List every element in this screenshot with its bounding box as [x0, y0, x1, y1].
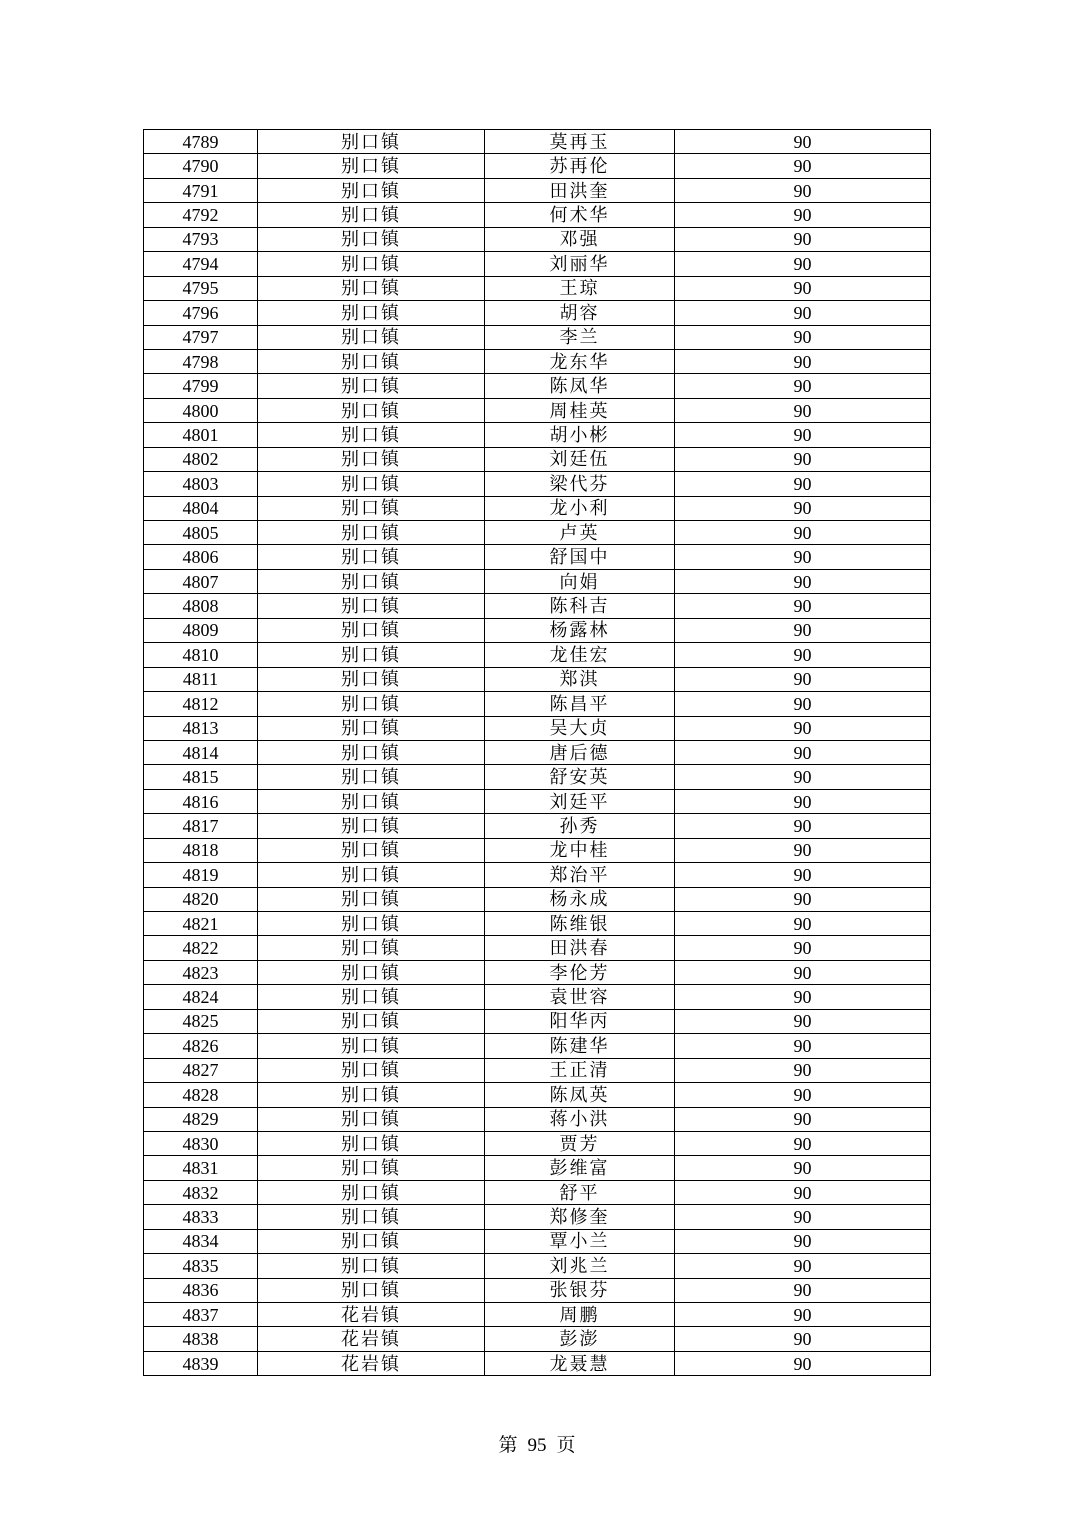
table-row [144, 667, 931, 691]
table-row [144, 1327, 931, 1351]
town-cell: 别口镇 [258, 1205, 485, 1229]
serial-cell: 4814 [144, 740, 258, 764]
score-cell: 90 [675, 1180, 931, 1204]
table-row [144, 643, 931, 667]
name-cell: 田洪奎 [485, 178, 675, 202]
town-cell: 别口镇 [258, 1034, 485, 1058]
name-cell: 胡小彬 [485, 423, 675, 447]
town-cell: 别口镇 [258, 740, 485, 764]
score-cell: 90 [675, 569, 931, 593]
score-cell: 90 [675, 667, 931, 691]
name-cell: 陈凤华 [485, 374, 675, 398]
town-cell: 别口镇 [258, 227, 485, 251]
score-cell: 90 [675, 1254, 931, 1278]
name-cell: 郑治平 [485, 863, 675, 887]
score-cell: 90 [675, 472, 931, 496]
town-cell: 别口镇 [258, 643, 485, 667]
town-cell: 别口镇 [258, 1131, 485, 1155]
serial-cell: 4797 [144, 325, 258, 349]
table-row [144, 960, 931, 984]
town-cell: 别口镇 [258, 521, 485, 545]
town-cell: 别口镇 [258, 374, 485, 398]
score-cell: 90 [675, 1131, 931, 1155]
serial-cell: 4801 [144, 423, 258, 447]
serial-cell: 4796 [144, 301, 258, 325]
serial-cell: 4820 [144, 887, 258, 911]
name-cell: 龙东华 [485, 349, 675, 373]
town-cell: 别口镇 [258, 960, 485, 984]
serial-cell: 4812 [144, 692, 258, 716]
table-row [144, 1009, 931, 1033]
name-cell: 李兰 [485, 325, 675, 349]
table-row [144, 814, 931, 838]
serial-cell: 4818 [144, 838, 258, 862]
town-cell: 别口镇 [258, 936, 485, 960]
serial-cell: 4830 [144, 1131, 258, 1155]
town-cell: 别口镇 [258, 789, 485, 813]
score-cell: 90 [675, 1083, 931, 1107]
town-cell: 别口镇 [258, 423, 485, 447]
town-cell: 别口镇 [258, 814, 485, 838]
table-row [144, 887, 931, 911]
town-cell: 别口镇 [258, 1107, 485, 1131]
serial-cell: 4793 [144, 227, 258, 251]
score-cell: 90 [675, 178, 931, 202]
town-cell: 花岩镇 [258, 1351, 485, 1375]
name-cell: 彭澎 [485, 1327, 675, 1351]
table-row [144, 1205, 931, 1229]
name-cell: 刘廷平 [485, 789, 675, 813]
name-cell: 张银芬 [485, 1278, 675, 1302]
table-row [144, 1083, 931, 1107]
table-row [144, 1131, 931, 1155]
table-body [144, 130, 931, 1376]
name-cell: 陈维银 [485, 912, 675, 936]
town-cell: 别口镇 [258, 667, 485, 691]
table-row [144, 912, 931, 936]
score-cell: 90 [675, 1229, 931, 1253]
table-row [144, 1034, 931, 1058]
score-cell: 90 [675, 740, 931, 764]
name-cell: 袁世容 [485, 985, 675, 1009]
score-cell: 90 [675, 521, 931, 545]
score-cell: 90 [675, 301, 931, 325]
table-row [144, 276, 931, 300]
town-cell: 别口镇 [258, 1156, 485, 1180]
town-cell: 别口镇 [258, 569, 485, 593]
footer-suffix: 页 [556, 1435, 576, 1456]
town-cell: 别口镇 [258, 618, 485, 642]
name-cell: 舒安英 [485, 765, 675, 789]
town-cell: 别口镇 [258, 716, 485, 740]
name-cell: 梁代芬 [485, 472, 675, 496]
serial-cell: 4834 [144, 1229, 258, 1253]
serial-cell: 4789 [144, 130, 258, 154]
table-row [144, 398, 931, 422]
table-row [144, 692, 931, 716]
score-cell: 90 [675, 692, 931, 716]
town-cell: 别口镇 [258, 130, 485, 154]
score-cell: 90 [675, 423, 931, 447]
table-row [144, 1107, 931, 1131]
serial-cell: 4802 [144, 447, 258, 471]
name-cell: 覃小兰 [485, 1229, 675, 1253]
score-cell: 90 [675, 643, 931, 667]
name-cell: 田洪春 [485, 936, 675, 960]
name-cell: 孙秀 [485, 814, 675, 838]
table-row [144, 447, 931, 471]
name-cell: 莫再玉 [485, 130, 675, 154]
table-row [144, 740, 931, 764]
serial-cell: 4805 [144, 521, 258, 545]
town-cell: 别口镇 [258, 545, 485, 569]
serial-cell: 4831 [144, 1156, 258, 1180]
name-cell: 李伦芳 [485, 960, 675, 984]
name-cell: 舒平 [485, 1180, 675, 1204]
table-row [144, 130, 931, 154]
serial-cell: 4811 [144, 667, 258, 691]
town-cell: 别口镇 [258, 1083, 485, 1107]
serial-cell: 4835 [144, 1254, 258, 1278]
serial-cell: 4809 [144, 618, 258, 642]
serial-cell: 4838 [144, 1327, 258, 1351]
serial-cell: 4815 [144, 765, 258, 789]
serial-cell: 4795 [144, 276, 258, 300]
town-cell: 别口镇 [258, 863, 485, 887]
serial-cell: 4813 [144, 716, 258, 740]
serial-cell: 4790 [144, 154, 258, 178]
serial-cell: 4800 [144, 398, 258, 422]
town-cell: 别口镇 [258, 692, 485, 716]
serial-cell: 4799 [144, 374, 258, 398]
score-cell: 90 [675, 1034, 931, 1058]
score-cell: 90 [675, 130, 931, 154]
table-row [144, 1278, 931, 1302]
serial-cell: 4804 [144, 496, 258, 520]
town-cell: 别口镇 [258, 398, 485, 422]
name-cell: 龙佳宏 [485, 643, 675, 667]
score-cell: 90 [675, 154, 931, 178]
town-cell: 别口镇 [258, 349, 485, 373]
table-row [144, 349, 931, 373]
score-cell: 90 [675, 252, 931, 276]
name-cell: 陈建华 [485, 1034, 675, 1058]
score-cell: 90 [675, 398, 931, 422]
table-row [144, 1156, 931, 1180]
table-row [144, 301, 931, 325]
score-cell: 90 [675, 447, 931, 471]
table-row [144, 716, 931, 740]
table-row [144, 863, 931, 887]
serial-cell: 4806 [144, 545, 258, 569]
score-cell: 90 [675, 814, 931, 838]
serial-cell: 4833 [144, 1205, 258, 1229]
town-cell: 别口镇 [258, 301, 485, 325]
data-table [143, 129, 931, 1376]
table-row [144, 178, 931, 202]
town-cell: 花岩镇 [258, 1303, 485, 1327]
table-row [144, 1254, 931, 1278]
table-row [144, 1229, 931, 1253]
table-row [144, 521, 931, 545]
name-cell: 蒋小洪 [485, 1107, 675, 1131]
score-cell: 90 [675, 203, 931, 227]
serial-cell: 4839 [144, 1351, 258, 1375]
name-cell: 舒国中 [485, 545, 675, 569]
name-cell: 陈科吉 [485, 594, 675, 618]
town-cell: 别口镇 [258, 496, 485, 520]
serial-cell: 4827 [144, 1058, 258, 1082]
score-cell: 90 [675, 1009, 931, 1033]
score-cell: 90 [675, 1278, 931, 1302]
serial-cell: 4792 [144, 203, 258, 227]
table-row [144, 618, 931, 642]
page-footer [0, 1430, 1074, 1457]
town-cell: 别口镇 [258, 838, 485, 862]
table-row [144, 227, 931, 251]
score-cell: 90 [675, 985, 931, 1009]
name-cell: 邓强 [485, 227, 675, 251]
score-cell: 90 [675, 936, 931, 960]
serial-cell: 4824 [144, 985, 258, 1009]
town-cell: 别口镇 [258, 276, 485, 300]
serial-cell: 4822 [144, 936, 258, 960]
score-cell: 90 [675, 496, 931, 520]
table-row [144, 1351, 931, 1375]
serial-cell: 4791 [144, 178, 258, 202]
table-row [144, 374, 931, 398]
table-row [144, 1058, 931, 1082]
serial-cell: 4803 [144, 472, 258, 496]
serial-cell: 4825 [144, 1009, 258, 1033]
score-cell: 90 [675, 349, 931, 373]
name-cell: 阳华丙 [485, 1009, 675, 1033]
name-cell: 陈凤英 [485, 1083, 675, 1107]
score-cell: 90 [675, 618, 931, 642]
town-cell: 别口镇 [258, 1278, 485, 1302]
town-cell: 别口镇 [258, 203, 485, 227]
score-cell: 90 [675, 1205, 931, 1229]
name-cell: 胡容 [485, 301, 675, 325]
serial-cell: 4837 [144, 1303, 258, 1327]
name-cell: 向娟 [485, 569, 675, 593]
serial-cell: 4810 [144, 643, 258, 667]
score-cell: 90 [675, 1327, 931, 1351]
score-cell: 90 [675, 545, 931, 569]
table-row [144, 765, 931, 789]
name-cell: 彭维富 [485, 1156, 675, 1180]
serial-cell: 4821 [144, 912, 258, 936]
name-cell: 王琼 [485, 276, 675, 300]
score-cell: 90 [675, 1303, 931, 1327]
town-cell: 别口镇 [258, 985, 485, 1009]
table-row [144, 789, 931, 813]
score-cell: 90 [675, 960, 931, 984]
town-cell: 别口镇 [258, 1229, 485, 1253]
serial-cell: 4817 [144, 814, 258, 838]
score-cell: 90 [675, 227, 931, 251]
table-row [144, 325, 931, 349]
score-cell: 90 [675, 276, 931, 300]
table-row [144, 252, 931, 276]
table-row [144, 985, 931, 1009]
serial-cell: 4829 [144, 1107, 258, 1131]
serial-cell: 4807 [144, 569, 258, 593]
score-cell: 90 [675, 594, 931, 618]
score-cell: 90 [675, 765, 931, 789]
table-row [144, 545, 931, 569]
name-cell: 何术华 [485, 203, 675, 227]
serial-cell: 4828 [144, 1083, 258, 1107]
score-cell: 90 [675, 912, 931, 936]
table-row [144, 203, 931, 227]
serial-cell: 4823 [144, 960, 258, 984]
score-cell: 90 [675, 789, 931, 813]
name-cell: 杨露林 [485, 618, 675, 642]
serial-cell: 4816 [144, 789, 258, 813]
page-number: 95 [527, 1435, 547, 1456]
town-cell: 别口镇 [258, 447, 485, 471]
table-row [144, 569, 931, 593]
score-cell: 90 [675, 374, 931, 398]
town-cell: 别口镇 [258, 887, 485, 911]
serial-cell: 4794 [144, 252, 258, 276]
town-cell: 别口镇 [258, 912, 485, 936]
serial-cell: 4832 [144, 1180, 258, 1204]
town-cell: 别口镇 [258, 325, 485, 349]
table-row [144, 838, 931, 862]
name-cell: 刘廷伍 [485, 447, 675, 471]
score-cell: 90 [675, 887, 931, 911]
table-row [144, 1303, 931, 1327]
score-cell: 90 [675, 325, 931, 349]
name-cell: 王正清 [485, 1058, 675, 1082]
score-cell: 90 [675, 1351, 931, 1375]
name-cell: 龙中桂 [485, 838, 675, 862]
town-cell: 别口镇 [258, 252, 485, 276]
town-cell: 别口镇 [258, 1180, 485, 1204]
serial-cell: 4826 [144, 1034, 258, 1058]
name-cell: 刘丽华 [485, 252, 675, 276]
serial-cell: 4836 [144, 1278, 258, 1302]
table-row [144, 423, 931, 447]
table-row [144, 154, 931, 178]
name-cell: 苏再伦 [485, 154, 675, 178]
table-row [144, 594, 931, 618]
name-cell: 龙聂慧 [485, 1351, 675, 1375]
town-cell: 别口镇 [258, 472, 485, 496]
serial-cell: 4808 [144, 594, 258, 618]
score-cell: 90 [675, 1156, 931, 1180]
serial-cell: 4798 [144, 349, 258, 373]
name-cell: 周桂英 [485, 398, 675, 422]
name-cell: 卢英 [485, 521, 675, 545]
town-cell: 别口镇 [258, 154, 485, 178]
table-row [144, 496, 931, 520]
name-cell: 刘兆兰 [485, 1254, 675, 1278]
town-cell: 别口镇 [258, 1009, 485, 1033]
score-cell: 90 [675, 1058, 931, 1082]
name-cell: 郑修奎 [485, 1205, 675, 1229]
town-cell: 别口镇 [258, 1058, 485, 1082]
score-cell: 90 [675, 1107, 931, 1131]
name-cell: 龙小利 [485, 496, 675, 520]
town-cell: 花岩镇 [258, 1327, 485, 1351]
serial-cell: 4819 [144, 863, 258, 887]
table-row [144, 472, 931, 496]
name-cell: 周鹏 [485, 1303, 675, 1327]
table-row [144, 936, 931, 960]
name-cell: 贾芳 [485, 1131, 675, 1155]
town-cell: 别口镇 [258, 765, 485, 789]
score-cell: 90 [675, 716, 931, 740]
town-cell: 别口镇 [258, 178, 485, 202]
name-cell: 陈昌平 [485, 692, 675, 716]
name-cell: 唐后德 [485, 740, 675, 764]
name-cell: 郑淇 [485, 667, 675, 691]
score-cell: 90 [675, 838, 931, 862]
town-cell: 别口镇 [258, 1254, 485, 1278]
table-row [144, 1180, 931, 1204]
name-cell: 吴大贞 [485, 716, 675, 740]
footer-prefix: 第 [498, 1435, 518, 1456]
score-cell: 90 [675, 863, 931, 887]
name-cell: 杨永成 [485, 887, 675, 911]
town-cell: 别口镇 [258, 594, 485, 618]
